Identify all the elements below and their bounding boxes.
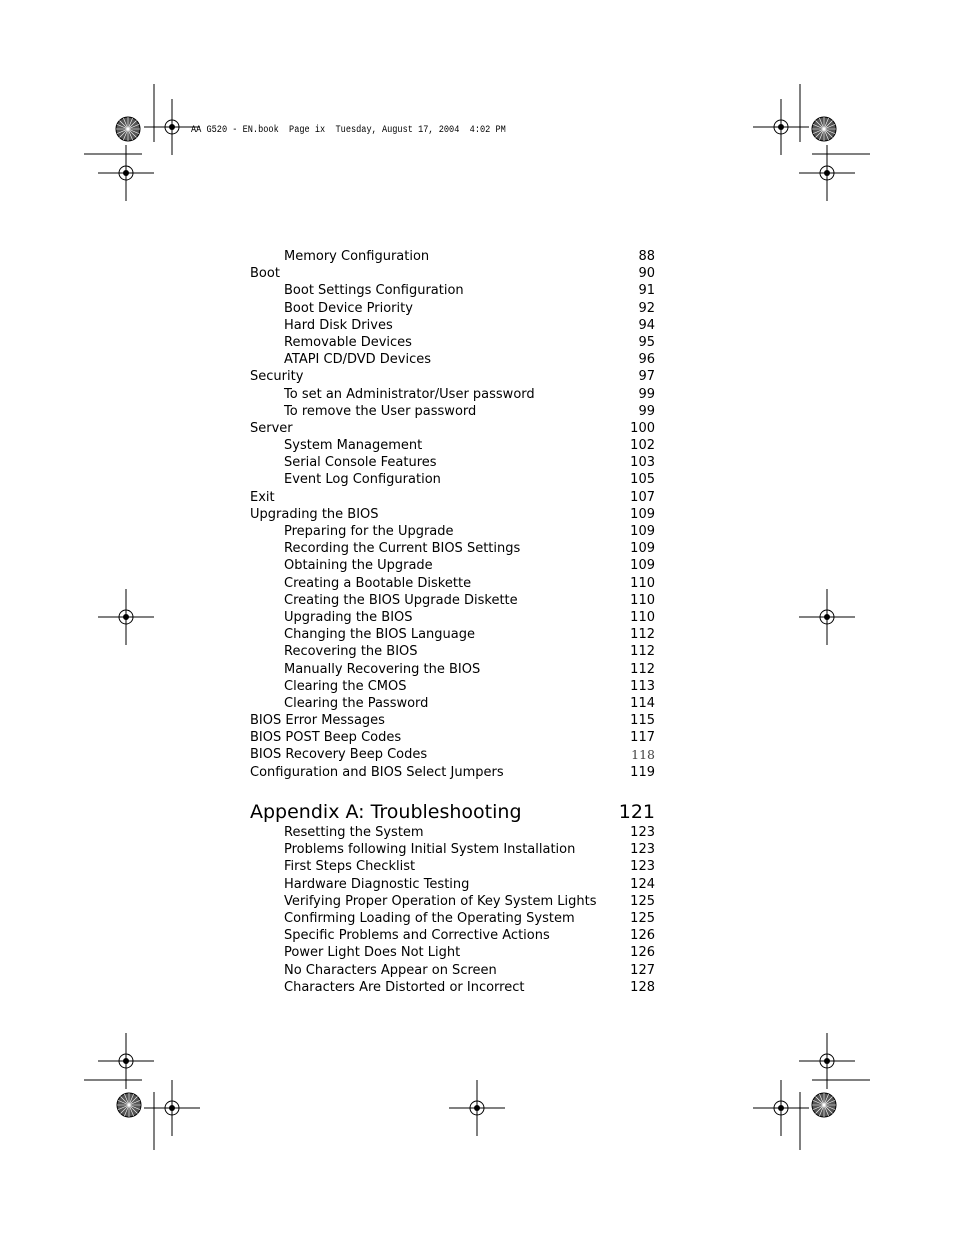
toc-entry-page: 102	[630, 438, 655, 454]
toc-entry	[250, 248, 655, 265]
toc-entry-label: To set an Administrator/User password	[284, 386, 535, 402]
toc-entry	[250, 824, 655, 841]
toc-entry-label: BIOS Error Messages	[250, 713, 385, 729]
toc-entry-label: Boot	[250, 266, 280, 282]
toc-entry-page: 112	[630, 644, 655, 660]
toc-entry	[250, 979, 655, 996]
toc-entry-page: 103	[630, 455, 655, 471]
toc-entry-page: 91	[638, 283, 655, 299]
toc-entry-page: 126	[630, 945, 655, 961]
toc-entry	[250, 876, 655, 893]
toc-entry	[250, 764, 655, 781]
toc-entry	[250, 351, 655, 368]
toc-entry	[250, 609, 655, 626]
toc-entry-page: 123	[630, 859, 655, 875]
toc-entry	[250, 437, 655, 454]
toc-entry-label: Recovering the BIOS	[284, 644, 418, 660]
toc-entry	[250, 893, 655, 910]
toc-entry-page: 99	[638, 403, 655, 419]
toc-entry	[250, 334, 655, 351]
toc-entry-label: Upgrading the BIOS	[250, 506, 379, 522]
toc-entry	[250, 962, 655, 979]
toc-entry-label: System Management	[284, 438, 423, 454]
toc-entry-page: 124	[630, 876, 655, 892]
toc-entry-page: 94	[638, 317, 655, 333]
toc-entry-label: Boot Settings Configuration	[284, 283, 464, 299]
toc-entry-label: Removable Devices	[284, 334, 412, 350]
toc-entry	[250, 661, 655, 678]
toc-entry-label: Serial Console Features	[284, 455, 437, 471]
toc-entry-label: Resetting the System	[284, 825, 424, 840]
toc-entry-label: Clearing the Password	[284, 695, 429, 711]
toc-entry	[250, 454, 655, 471]
toc-entry-page: 123	[630, 825, 655, 840]
toc-entry-page: 100	[630, 420, 655, 436]
toc-entry	[250, 643, 655, 660]
toc-entry-label: First Steps Checklist	[284, 859, 416, 875]
toc-entry-label: Problems following Initial System Installation	[284, 842, 576, 858]
toc-entry	[250, 540, 655, 557]
toc-entry-page: 119	[630, 764, 655, 780]
toc-entry-label: Verifying Proper Operation of Key System Lights	[284, 893, 597, 909]
toc-entry-label: Hard Disk Drives	[284, 317, 393, 333]
toc-entry-page: 123	[630, 842, 655, 858]
toc-entry-page: 118	[631, 747, 655, 763]
toc-entry-label: Boot Device Priority	[284, 300, 413, 316]
appendix-title: Appendix A: Troubleshooting	[250, 801, 522, 823]
toc-entry-label: Specific Problems and Corrective Actions	[284, 928, 550, 944]
toc-entry-page: 128	[630, 979, 655, 995]
toc-entry-page: 126	[630, 928, 655, 944]
toc-entry	[250, 910, 655, 927]
toc-entry-page: 105	[630, 472, 655, 488]
toc-entry-label: Recording the Current BIOS Settings	[284, 541, 521, 557]
toc-entry-label: Power Light Does Not Light	[284, 945, 461, 961]
toc-entry	[250, 626, 655, 643]
toc-entry-label: Configuration and BIOS Select Jumpers	[250, 764, 504, 780]
toc-entry-page: 125	[630, 910, 655, 926]
toc-entry-label: Event Log Configuration	[284, 472, 441, 488]
toc-entry	[250, 557, 655, 574]
toc-entry-label: BIOS POST Beep Codes	[250, 730, 402, 746]
table-of-contents	[250, 248, 655, 781]
toc-entry-label: Exit	[250, 489, 275, 505]
toc-entry	[250, 695, 655, 712]
toc-entry-page: 95	[638, 334, 655, 350]
toc-entry-page: 109	[630, 506, 655, 522]
toc-entry	[250, 944, 655, 961]
appendix-page-number: 121	[618, 801, 655, 823]
toc-entry-label: Server	[250, 420, 293, 436]
toc-entry	[250, 265, 655, 282]
toc-entry	[250, 523, 655, 540]
toc-entry-page: 99	[638, 386, 655, 402]
print-slug-header: AA G520 - EN.book Page ix Tuesday, August 17, 2004 4:02 PM	[191, 125, 506, 136]
toc-entry	[250, 471, 655, 488]
toc-entry	[250, 420, 655, 437]
toc-entry	[250, 282, 655, 299]
toc-entry-label: Characters Are Distorted or Incorrect	[284, 979, 525, 995]
toc-entry-page: 112	[630, 627, 655, 643]
toc-entry-page: 110	[630, 609, 655, 625]
toc-entry-page: 110	[630, 575, 655, 591]
toc-entry-label: Creating a Bootable Diskette	[284, 575, 472, 591]
toc-entry-page: 107	[630, 489, 655, 505]
toc-entry-page: 127	[630, 962, 655, 978]
toc-entry-label: Obtaining the Upgrade	[284, 558, 433, 574]
toc-entry	[250, 317, 655, 334]
toc-entry	[250, 746, 655, 763]
toc-entry	[250, 575, 655, 592]
toc-entry-label: Memory Configuration	[284, 249, 430, 264]
toc-entry-page: 125	[630, 893, 655, 909]
toc-entry-label: Manually Recovering the BIOS	[284, 661, 481, 677]
toc-entry	[250, 386, 655, 403]
toc-entry-page: 109	[630, 558, 655, 574]
toc-entry-page: 97	[638, 369, 655, 385]
toc-entry-page: 115	[630, 713, 655, 729]
toc-entry	[250, 489, 655, 506]
toc-entry	[250, 927, 655, 944]
toc-entry-label: Hardware Diagnostic Testing	[284, 876, 470, 892]
toc-entry	[250, 300, 655, 317]
toc-entry	[250, 729, 655, 746]
toc-entry-label: ATAPI CD/DVD Devices	[284, 352, 432, 368]
toc-entry-page: 113	[630, 678, 655, 694]
toc-entry-page: 109	[630, 541, 655, 557]
toc-entry-page: 88	[638, 249, 655, 264]
toc-entry-label: BIOS Recovery Beep Codes	[250, 747, 428, 763]
toc-entry	[250, 858, 655, 875]
appendix-heading	[250, 800, 655, 824]
toc-entry-label: Preparing for the Upgrade	[284, 524, 454, 539]
toc-entry-label: To remove the User password	[284, 403, 477, 419]
toc-entry-label: Creating the BIOS Upgrade Diskette	[284, 592, 518, 608]
toc-entry	[250, 712, 655, 729]
toc-entry	[250, 506, 655, 523]
toc-entry-page: 114	[630, 695, 655, 711]
toc-entry-label: Security	[250, 369, 304, 385]
toc-entry-page: 92	[638, 300, 655, 316]
toc-entry	[250, 403, 655, 420]
toc-entry	[250, 592, 655, 609]
toc-entry-label: Upgrading the BIOS	[284, 609, 413, 625]
toc-entry-page: 112	[630, 661, 655, 677]
toc-entry	[250, 368, 655, 385]
appendix-contents	[250, 800, 655, 996]
toc-entry	[250, 678, 655, 695]
toc-entry-page: 109	[630, 524, 655, 539]
toc-entry-label: Confirming Loading of the Operating System	[284, 910, 575, 926]
toc-entry-page: 110	[630, 592, 655, 608]
toc-entry-label: No Characters Appear on Screen	[284, 962, 497, 978]
toc-entry	[250, 841, 655, 858]
toc-entry-page: 117	[630, 730, 655, 746]
toc-entry-page: 96	[638, 352, 655, 368]
toc-entry-label: Changing the BIOS Language	[284, 627, 476, 643]
toc-entry-page: 90	[638, 266, 655, 282]
toc-entry-label: Clearing the CMOS	[284, 678, 407, 694]
